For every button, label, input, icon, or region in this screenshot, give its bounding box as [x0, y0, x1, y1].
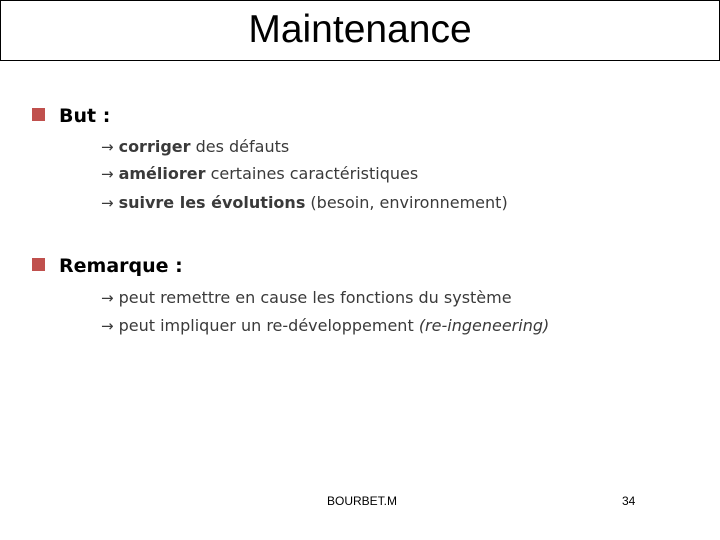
- section-heading-remarque: [32, 254, 183, 278]
- item-text: des défauts: [190, 137, 290, 156]
- section-heading-but: [32, 104, 110, 128]
- page-number: 34: [622, 494, 636, 508]
- list-item: [101, 137, 289, 157]
- arrow-right-icon: →: [101, 317, 114, 335]
- section-heading-label: Remarque :: [59, 255, 183, 277]
- item-italic: (re-ingeneering): [418, 316, 550, 335]
- square-bullet-icon: [32, 258, 45, 271]
- list-item: [101, 164, 418, 184]
- item-text: peut remettre en cause les fonctions du système: [118, 288, 512, 307]
- arrow-right-icon: →: [101, 289, 114, 307]
- item-emphasis: améliorer: [118, 164, 206, 183]
- item-text: peut impliquer un re-développement: [118, 316, 419, 335]
- arrow-right-icon: →: [101, 165, 114, 183]
- item-text: certaines caractéristiques: [205, 164, 419, 183]
- list-item: [101, 288, 512, 308]
- list-item: [101, 193, 508, 213]
- slide-title: Maintenance: [248, 8, 472, 51]
- square-bullet-icon: [32, 108, 45, 121]
- item-emphasis: suivre les évolutions: [118, 193, 306, 212]
- item-text: (besoin, environnement): [305, 193, 508, 212]
- section-heading-label: But :: [59, 105, 111, 127]
- arrow-right-icon: →: [101, 138, 114, 156]
- footer-author: BOURBET.M: [327, 494, 398, 508]
- arrow-right-icon: →: [101, 194, 114, 212]
- list-item: [101, 316, 549, 336]
- item-emphasis: corriger: [118, 137, 191, 156]
